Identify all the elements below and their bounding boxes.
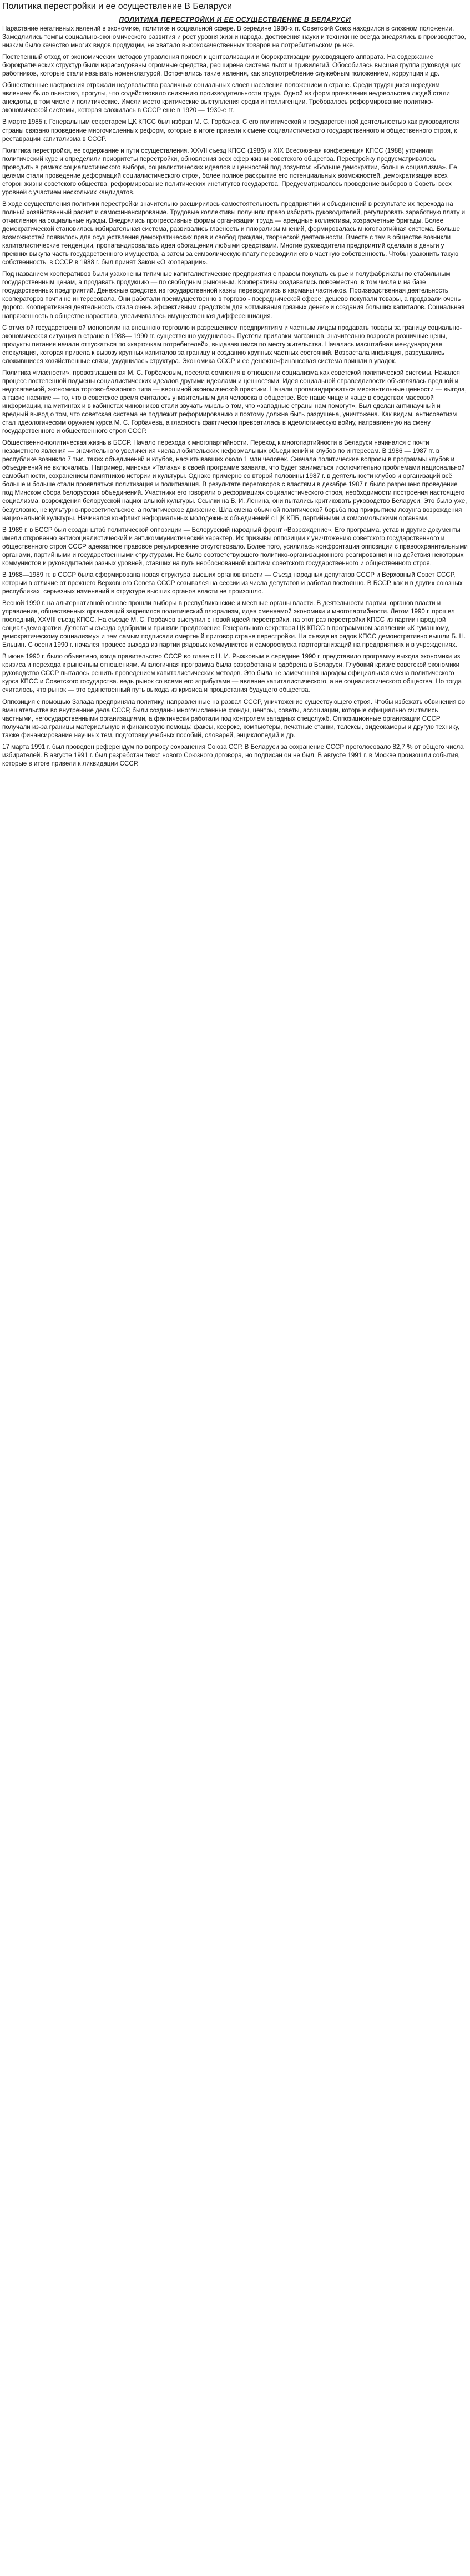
paragraph: В марте 1985 г. Генеральным секретарем ЦК КПСС был избран М. С. Горбачев. С его политической и государственной деятельностью как руководителя страны связано проведение многочисленных реформ, которые в итоге привели к смене социалистического государственного и общественного строя, к реставрации капитализма в СССР. [2,118,460,143]
paragraph: В 1988—1989 гг. в СССР была сформирована новая структура высших органов власти — Съезд народных депутатов СССР и Верховный Совет СССР, который в отличие от прежнего Верховного Совета СССР созывался на сессии из числа депутатов и работал постоянно. В БССР, как и в других союзных республиках, серьезных изменений в структуре высших органов власти не произошло. [2,571,463,595]
paragraph: В ходе осуществления политики перестройки значительно расширилась самостоятельность предприятий и объединений в результате их перехода на полный хозяйственный расчет и самофинансирование. Трудовые коллективы получили право избирать руководителей, регулировать заработную плату и отчисления на социальные нужды. Внедрялись прогрессивные формы организации труда — арендные коллективы, хозрасчетные бригады. Более демократической становилась избирательная система, развивались гласность и плюрализм мнений, формировалась многопартийная система. Больше возможностей появилось для осуществления демократических прав и свобод граждан, творческой деятельности. Вместе с тем в обществе возникли капиталистические тенденции, пропагандировалась идея обогащения любыми средствами. Многие руководители предприятий сделали в деньги у прежних выкупа часть государственного имущества, а затем за символическую плату переводили его в частную собственность. Чтобы узаконить такую собственность, в СССР в 1988 г. был принят Закон «О кооперации». [2,200,466,266]
paragraph: Общественно-политическая жизнь в БССР. Начало перехода к многопартийности. Переход к многопартийности в Беларуси начинался с почти незаметного явления — значительного увеличения числа любительских неформальных объединений и клубов по интересам. В 1986 — 1987 гг. в республике возникло 7 тыс. таких объединений и клубов, насчитывавших около 1 млн человек. Сначала политические вопросы в программы клубов и объединений не включались. Например, минская «Талака» в своей программе заявила, что будет заниматься исключительно проблемами национальной самобытности, сохранением памятников истории и культуры. Однако примерно со второй половины 1987 г. в деятельности клубов и организаций всё больше и больше стали проявляться политизация и политизация. В результате переговоров с властями в декабре 1987 г. было разрешено проведение под Минском сбора белорусских объединений. Участники его говорили о деформациях социалистического строя, необходимости построения настоящего социализма, возрождения белорусской национальной культуры. Ссылки на В. И. Ленина, они пытались критиковать руководство Беларуси. Это было уже, безусловно, не культурно-просветительское, а политическое движение. Шла смена обычной политической борьба под прикрытием лозунга возрождения национальной культуры. Начинался конфликт неформальных молодежных объединений с ЦК КПБ, партийными и комсомольскими органами. [2,439,467,522]
paragraph: Политика перестройки, ее содержание и пути осуществления. XXVII съезд КПСС (1986) и XIX Всесоюзная конференция КПСС (1988) уточнили политический курс и определили приоритеты перестройки, обновления всех сфер жизни советского общества. Перестройку предусматривалось проводить в рамках социалистического выбора, социалистических идеалов и ценностей под лозунгом: «Больше демократии, больше социализма». Ее целями стали проведение деформаций социалистического строя, более полное раскрытие его потенциальных возможностей, демократизация всех сторон жизни советского общества, реформирование политических институтов государства. Предусматривалось проведение выборов в Советы всех уровней с участием нескольких кандидатов. [2,147,457,196]
paragraph: С отменой государственной монополии на внешнюю торговлю и разрешением предприятиям и частным лицам продавать товары за границу социально-экономическая ситуация в стране в 1988— 1990 гг. существенно ухудшилась. Пустели прилавки магазинов, значительно возросли розничные цены, продукты питания начали отпускаться по «карточкам потребителей», выдававшимся по месту жительства. Началась масштабная международная спекуляция, которая привела к вывозу крупных капиталов за границу и созданию крупных частных состояний. Возрастала инфляция, разрушались сложившиеся хозяйственные связи, ухудшилась структура. Экономика СССР и ее денежно-финансовая система пришли в упадок. [2,324,462,365]
article-body [2,24,468,768]
paragraph: Постепенный отход от экономических методов управления привел к централизации и бюрократизации руководящего аппарата. На содержание бюрократических структур были израсходованы огромные средства, расширена система льгот и привилегий. Обособилась высшая группа руководящих работников, которые стали называть номенклатурой. Встречались такие явления, как злоупотребление служебным положением, коррупция и др. [2,53,461,78]
paragraph: Оппозиция с помощью Запада предприняла политику, направленные на развал СССР, уничтожение существующего строя. Чтобы избежать обвинения во вмешательстве во внутренние дела СССР, были созданы многочисленные фонды, центры, советы, ассоциации, которые официально считались частными, негосударственными организациями, а фактически работали под контролем западных спецслужб. Оппозиционные организации СССР получали из-за границы материальную и финансовую помощь: факсы, ксерокс, компьютеры, печатные станки, телексы, видеокамеры и другую технику, также финансирование научных тем, подготовку учебных пособий, словарей, энциклопедий и др. [2,698,466,739]
paragraph: Политика «гласности», провозглашенная М. С. Горбачевым, посеяла сомнения в отношении социализма как советской политической системы. Начался процесс постепенной подмены социалистических идеалов другими идеалами и ценностями. Идея социальной справедливости объявлялась вредной и недосягаемой, экономика торгово-базарного типа — вершиной экономической практики. Начали пропагандироваться меркантильные ценности — выгода, а также насилие — то, что в советское время считалось унизительным для человека в обществе. Все наше чище и чаще в средствах массовой информации, на митингах и в кабинетах чиновников стали звучать мысль о том, что «западные страны нам помогут». Был сделан антинаучный и вредный вывод о том, что советская система не подлежит реформированию и поэтому должна быть разрушена, уничтожена. Как видим, антисоветизм стал идеологическим оружием курса М. С. Горбачева, а гласность фактически превратилась в идеологическую войну, направленную на смену государственного и общественного строя СССР. [2,369,467,435]
paragraph: Нарастание негативных явлений в экономике, политике и социальной сфере. В середине 1980-х гг. Советский Союз находился в сложном положении. Замедлились темпы социально-экономического развития и рост уровня жизни народа, достижения науки и техники не всегда внедрялись в производство, низким было качество многих видов продукции, не хватало высококачественных товаров на потребительском рынке. [2,25,466,49]
paragraph: Весной 1990 г. на альтернативной основе прошли выборы в республиканские и местные органы власти. В деятельности партии, органов власти и управления, общественных организаций закрепился политический плюрализм, идея сменяемой экономики и многопартийности. Летом 1990 г. прошел последний, XXVIII съезд КПСС. На съезде М. С. Горбачев выступил с новой идеей перестройки, на этот раз перестройки КПСС из партии народной социал-демократии. Делегаты съезда одобрили и приняли предложение Генерального секретаря ЦК КПСС в программном заявлении «К гуманному, демократическому социализму» и тем самым подписали смертный приговор стране перестройки. На съезде из рядов КПСС демонстративно вышли Б. Н. Ельцин. С осени 1990 г. начался процесс выхода из партии рядовых коммунистов и самороспуска партгорганизаций на предприятиях и в учреждениях. [2,600,466,649]
paragraph: Общественные настроения отражали недовольство различных социальных слоев населения положением в стране. Среди трудящихся нередким явлением было пьянство, прогулы, что содействовало снижению производительности труда. Одной из форм проявления недовольства людей стали анекдоты, в том числе и политические. Имели место критические выступления среди интеллигенции. Требовалось реформирование политико-экономической системы, которая сложилась в СССР еще в 1920 — 1930-е гг. [2,82,450,114]
paragraph: Под названием кооперативов были узаконены типичные капиталистические предприятия с правом покупать сырье и полуфабрикаты по стабильным государственным ценам, а продавать продукцию — по свободным рыночным. Кооперативы создавались повсеместно, в том числе и на базе государственных предприятий. Денежные средства из государственной казны переводились в карманы частников. Производственная деятельность кооператоров почти не интересовала. Они работали преимущественно в торгово - посреднической сфере: дешево покупали товары, а продавали очень дорого. Кооперативная деятельность стала очень эффективным средством для «отмывания грязных денег» и создания больших капиталов. Социальная напряженность в обществе нарастала, увеличивалась имущественная дифференциация. [2,270,465,320]
paragraph: В 1989 г. в БССР был создан штаб политической оппозиции — Белорусский народный фронт «Возрождение». Его программа, устав и другие документы имели откровенно антисоциалистический и антикоммунистический характер. Их призывы оппозиции к уничтожению советского государственного и общественного строя СССР адекватное правовое регулирование отсутствовало. Более того, усилилась конфронтация оппозиции с правоохранительными органами, партийными и государственными структурами. Не было соответствующего политико-организационного реагирования и на действия некоторых коммунистов и руководителей разных уровней, ставших на путь необоснованной критики советского государственного и общественного строя. [2,526,468,567]
paragraph: В июне 1990 г. было объявлено, когда правительство СССР во главе с Н. И. Рыжковым в середине 1990 г. представило программу выхода экономики из кризиса и перехода к рыночным отношениям. Аналогичная программа была разработана и одобрена в Беларуси. Глубокий кризис советской экономики руководство СССР пыталось решить проведением капиталистических методов. Это была не замеченная народом официальная смена политического курса КПСС и Советского государства. ведь рынок со всеми его атрибутами — явление капиталистического, а не социалистического общества. Но тогда считалось, что рынок — это единственный путь выхода из кризиса и процветания будущего общества. [2,653,462,694]
article-subtitle: ПОЛИТИКА ПЕРЕСТРОЙКИ И ЕЕ ОСУЩЕСТВЛЕНИЕ В БЕЛАРУСИ [119,16,351,23]
paragraph: 17 марта 1991 г. был проведен референдум по вопросу сохранения Союза ССР. В Беларуси за сохранение СССР проголосовало 82,7 % от общего числа избирателей. В августе 1991 г. был разработан текст нового Союзного договора, но подписан он не был. В августе 1991 г. в Москве произошли события, которые в итоге привели к ликвидации СССР. [2,743,464,767]
page-title: Политика перестройки и ее осуществление В Беларуси [2,2,232,11]
